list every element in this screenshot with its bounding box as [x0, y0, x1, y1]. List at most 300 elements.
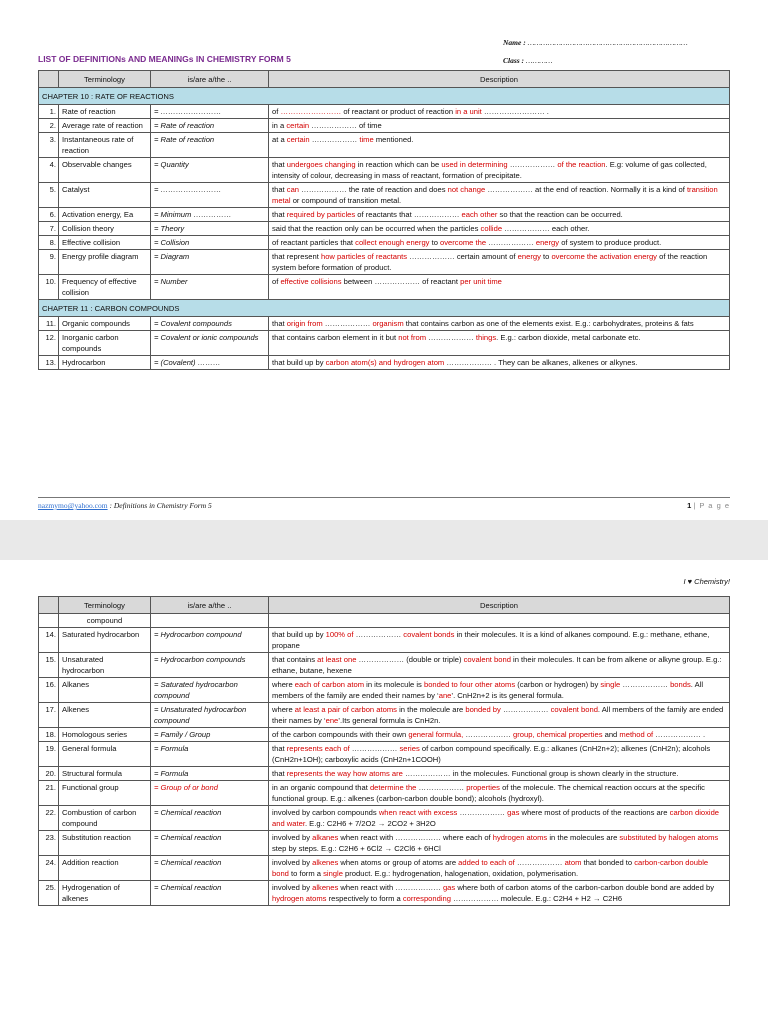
description-text: ………………	[416, 783, 467, 792]
is-cell: = Collision	[151, 236, 269, 250]
description-text: step by steps. E.g.: C2H6 + 6Cl2 → C2Cl6 + 6HCl	[272, 844, 441, 853]
table-row	[39, 133, 730, 158]
description-text: that	[272, 319, 287, 328]
keyword-text: things	[475, 333, 497, 342]
keyword-text: series	[399, 744, 420, 753]
definitions-table-page2	[38, 596, 730, 906]
row-number: 1.	[39, 105, 59, 119]
is-cell: = Unsaturated hydrocarbon compound	[151, 703, 269, 728]
description-text: that contains carbon as one of the elements exist. E.g.: carbohydrates, proteins & fats	[403, 319, 694, 328]
keyword-text: single	[600, 680, 621, 689]
row-number: 17.	[39, 703, 59, 728]
table-row	[39, 119, 730, 133]
keyword-text: group, chemical properties	[513, 730, 603, 739]
description-cell	[269, 653, 730, 678]
description-text: respectively to form a	[326, 894, 403, 903]
description-text: at a	[272, 135, 287, 144]
table-row	[39, 742, 730, 767]
description-text: product. E.g.: hydrogenation, halogenation, oxidation, polymerisation.	[342, 869, 579, 878]
description-text: in its molecule is	[364, 680, 424, 689]
keyword-text: per unit time	[460, 277, 502, 286]
term-cell: Functional group	[59, 781, 151, 806]
term-cell: Saturated hydrocarbon	[59, 628, 151, 653]
table-row	[39, 614, 730, 628]
keyword-text: at least a pair of carbon atoms	[294, 705, 397, 714]
term-cell: Rate of reaction	[59, 105, 151, 119]
description-cell	[269, 158, 730, 183]
row-number: 13.	[39, 356, 59, 370]
description-text: ……………… at the end of reaction. Normally it is a kind of	[485, 185, 687, 194]
table-row	[39, 856, 730, 881]
row-number: 12.	[39, 331, 59, 356]
description-cell	[269, 119, 730, 133]
description-text: and	[602, 730, 620, 739]
description-text: ’. CnH2n+2 is its general formula.	[451, 691, 564, 700]
term-cell: Effective collision	[59, 236, 151, 250]
description-text: of the reaction system before formation of product.	[272, 252, 708, 272]
description-cell	[269, 236, 730, 250]
is-cell: = Rate of reaction	[151, 119, 269, 133]
keyword-text: represents the way how atoms are	[286, 769, 403, 778]
description-text: ………………	[426, 333, 476, 342]
keyword-text: carbon atom(s) and hydrogen atom	[325, 358, 445, 367]
footer-left: nazmymo@yahoo.com : Definitions in Chemistry Form 5	[38, 501, 212, 510]
term-cell: Addition reaction	[59, 856, 151, 881]
keyword-text: each of carbon atom	[294, 680, 365, 689]
description-text: . E.g: volume of gas collected, intensity of colour, decreasing in mass of reactant, formation of precipitate.	[272, 160, 707, 180]
description-text: that contains carbon element in it but	[272, 333, 399, 342]
is-cell: = Chemical reaction	[151, 881, 269, 906]
description-cell	[269, 806, 730, 831]
description-cell	[269, 678, 730, 703]
email-link[interactable]: nazmymo@yahoo.com	[38, 501, 108, 510]
description-cell	[269, 133, 730, 158]
description-text: that	[272, 744, 287, 753]
keyword-text: determine the	[369, 783, 417, 792]
row-number: 15.	[39, 653, 59, 678]
keyword-text: of the reaction	[557, 160, 606, 169]
description-text: ……………… in the molecules. Functional group is shown clearly in the structure.	[402, 769, 679, 778]
description-cell	[269, 781, 730, 806]
keyword-text: effective collisions	[280, 277, 342, 286]
table-row	[39, 728, 730, 742]
row-number: 19.	[39, 742, 59, 767]
description-text: where	[272, 705, 295, 714]
row-number: 16.	[39, 678, 59, 703]
description-text: in reaction which can be	[355, 160, 442, 169]
description-text: to	[429, 238, 441, 247]
keyword-text: bonds	[670, 680, 691, 689]
description-cell	[269, 105, 730, 119]
chapter-title: CHAPTER 10 : RATE OF REACTIONS	[39, 88, 730, 105]
page-2	[0, 560, 768, 1024]
keyword-text: how particles of reactants	[320, 252, 408, 261]
description-text: that build up by	[272, 358, 326, 367]
table-row	[39, 208, 730, 222]
description-text: ……………… of time	[309, 121, 382, 130]
keyword-text: each other	[461, 210, 498, 219]
row-number: 9.	[39, 250, 59, 275]
description-text: that	[272, 769, 287, 778]
col-description: Description	[269, 71, 730, 88]
description-text: that bonded to	[581, 858, 635, 867]
description-text: ………………	[620, 680, 671, 689]
description-text: that build up by	[272, 630, 326, 639]
row-number: 4.	[39, 158, 59, 183]
table-row	[39, 105, 730, 119]
term-cell: Collision theory	[59, 222, 151, 236]
description-cell	[269, 628, 730, 653]
description-text: in the molecules are	[547, 833, 620, 842]
description-text: . E.g.: carbon dioxide, metal carbonate etc.	[496, 333, 641, 342]
description-text: in their molecules. It can be from alkene or alkyne group. E.g.: ethane, butane, hexene	[272, 655, 722, 675]
is-cell: = Hydrocarbon compounds	[151, 653, 269, 678]
table-row	[39, 881, 730, 906]
description-text: of reactant particles that	[272, 238, 356, 247]
term-cell: Structural formula	[59, 767, 151, 781]
description-text: between ……………… of reactant	[341, 277, 461, 286]
is-cell: = Family / Group	[151, 728, 269, 742]
keyword-text: covalent bond	[463, 655, 511, 664]
description-text: of system to produce product.	[559, 238, 662, 247]
is-cell: = Theory	[151, 222, 269, 236]
is-cell: = Hydrocarbon compound	[151, 628, 269, 653]
col-is: is/are a/the ..	[151, 71, 269, 88]
description-text: when react with ………………	[338, 883, 443, 892]
description-cell	[269, 317, 730, 331]
description-text: involved by	[272, 833, 313, 842]
row-number: 10.	[39, 275, 59, 300]
table-row	[39, 653, 730, 678]
description-text: involved by	[272, 858, 313, 867]
table-row	[39, 183, 730, 208]
description-cell	[269, 356, 730, 370]
keyword-text: 100% of	[325, 630, 354, 639]
description-text: that represent	[272, 252, 321, 261]
description-text: ……………… each other.	[502, 224, 590, 233]
description-text: ………………	[309, 135, 360, 144]
keyword-text: alkanes	[312, 833, 339, 842]
definitions-table-page1	[38, 70, 730, 370]
row-number: 20.	[39, 767, 59, 781]
is-cell: = ……………………	[151, 183, 269, 208]
name-field: Name : ………………………………………………………………	[503, 38, 688, 47]
keyword-text: transition metal	[272, 185, 718, 205]
table-row	[39, 158, 730, 183]
description-text: ……………………	[280, 107, 342, 116]
keyword-text: collide	[480, 224, 503, 233]
keyword-text: gas	[507, 808, 520, 817]
description-text: ……………… (double or triple)	[356, 655, 464, 664]
keyword-text: required by particles	[286, 210, 356, 219]
col-number	[39, 71, 59, 88]
keyword-text: represents each of	[286, 744, 350, 753]
keyword-text: hydrogen atoms	[492, 833, 548, 842]
term-cell: Instantaneous rate of reaction	[59, 133, 151, 158]
is-cell: = Chemical reaction	[151, 856, 269, 881]
col-terminology: Terminology	[59, 597, 151, 614]
description-text: in an organic compound that	[272, 783, 370, 792]
keyword-text: hydrogen atoms	[272, 894, 327, 903]
description-text: ……………… . They can be alkanes, alkenes or alkynes.	[444, 358, 638, 367]
is-cell: = (Covalent) ………	[151, 356, 269, 370]
keyword-text: properties	[466, 783, 500, 792]
description-text: of reactants that ………………	[355, 210, 462, 219]
term-cell: Energy profile diagram	[59, 250, 151, 275]
keyword-text: can	[286, 185, 300, 194]
is-cell: = Group of or bond	[151, 781, 269, 806]
document-title: LIST OF DEFINITIONs AND MEANINGs IN CHEMISTRY FORM 5	[38, 54, 291, 64]
description-text: ………………	[457, 808, 508, 817]
chapter-heading	[39, 300, 730, 317]
description-text: ……………… the rate of reaction and does	[299, 185, 448, 194]
description-text: ………………	[353, 630, 404, 639]
description-cell	[269, 856, 730, 881]
keyword-text: in a unit	[455, 107, 482, 116]
term-cell: compound	[59, 614, 151, 628]
description-text: ………………	[349, 744, 400, 753]
description-text: in a	[272, 121, 287, 130]
keyword-text: bonded by	[465, 705, 501, 714]
description-text: . E.g.: C2H6 + 7/2O2 → 2CO2 + 3H2O	[304, 819, 436, 828]
keyword-text: when react with excess	[378, 808, 458, 817]
term-cell: Frequency of effective collision	[59, 275, 151, 300]
is-cell: = Covalent compounds	[151, 317, 269, 331]
keyword-text: carbon-carbon double bond	[272, 858, 709, 878]
description-cell	[269, 331, 730, 356]
table-row	[39, 678, 730, 703]
keyword-text: single	[323, 869, 343, 878]
class-field: Class : …………	[503, 56, 553, 65]
is-cell: = ……………………	[151, 105, 269, 119]
keyword-text: overcome the activation energy	[551, 252, 657, 261]
is-cell: = Quantity	[151, 158, 269, 183]
keyword-text: not change	[447, 185, 486, 194]
description-text: that	[272, 210, 287, 219]
description-text: where most of products of the reactions are	[519, 808, 670, 817]
description-text: involved by carbon compounds	[272, 808, 379, 817]
description-text: that contains	[272, 655, 318, 664]
page2-header: I ♥ Chemistry!	[683, 577, 730, 586]
description-text: of reactant or product of reaction	[341, 107, 456, 116]
description-text: …………………… .	[481, 107, 549, 116]
row-number: 2.	[39, 119, 59, 133]
keyword-text: overcome the	[440, 238, 487, 247]
description-text: ………………	[500, 705, 551, 714]
description-text: (carbon or hydrogen) by	[515, 680, 601, 689]
description-text: so that the reaction can be occurred.	[497, 210, 623, 219]
row-number: 3.	[39, 133, 59, 158]
description-text: that	[272, 185, 287, 194]
description-cell	[269, 881, 730, 906]
col-description: Description	[269, 597, 730, 614]
description-cell	[269, 767, 730, 781]
term-cell: Unsaturated hydrocarbon	[59, 653, 151, 678]
row-number: 22.	[39, 806, 59, 831]
term-cell: Activation energy, Ea	[59, 208, 151, 222]
description-text: to	[540, 252, 552, 261]
keyword-text: time	[359, 135, 374, 144]
term-cell: Catalyst	[59, 183, 151, 208]
description-text: that	[272, 160, 287, 169]
is-cell: = Number	[151, 275, 269, 300]
table-row	[39, 831, 730, 856]
description-text: in the molecule are	[396, 705, 466, 714]
row-number: 21.	[39, 781, 59, 806]
row-number: 25.	[39, 881, 59, 906]
table-row	[39, 703, 730, 728]
description-text: of carbon compound specifically. E.g.: alkanes (CnH2n+2); alkenes (CnH2n); alcohols (CnH2n+1OH); carboxylic acids (CnH2n+1COOH)	[272, 744, 711, 764]
row-number: 6.	[39, 208, 59, 222]
description-cell	[269, 222, 730, 236]
description-text: involved by	[272, 883, 313, 892]
description-cell	[269, 742, 730, 767]
chapter-heading	[39, 88, 730, 105]
table-row	[39, 250, 730, 275]
table-row	[39, 628, 730, 653]
description-text: ………………	[507, 160, 558, 169]
keyword-text: used in determining	[441, 160, 508, 169]
description-cell	[269, 703, 730, 728]
col-number	[39, 597, 59, 614]
description-text: mentioned.	[373, 135, 414, 144]
description-text: where both of carbon atoms of the carbon-carbon double bond are added by	[455, 883, 714, 892]
keyword-text: covalent bonds	[403, 630, 455, 639]
keyword-text: covalent bond	[550, 705, 598, 714]
description-text: . All members of the family are ended their names by ‘	[272, 705, 724, 725]
col-terminology: Terminology	[59, 71, 151, 88]
keyword-text: added to each of	[458, 858, 515, 867]
table-row	[39, 236, 730, 250]
description-text: ………………	[514, 858, 565, 867]
keyword-text: alkenes	[312, 858, 339, 867]
keyword-text: collect enough energy	[355, 238, 430, 247]
description-text: in their molecules. It is a kind of alkanes compound. E.g.: methane, ethane, propane	[272, 630, 710, 650]
is-cell: = Chemical reaction	[151, 806, 269, 831]
term-cell: Alkanes	[59, 678, 151, 703]
term-cell: Organic compounds	[59, 317, 151, 331]
row-number: 5.	[39, 183, 59, 208]
description-text: ……………… molecule. E.g.: C2H4 + H2 → C2H6	[450, 894, 623, 903]
description-text: of the carbon compounds with their own	[272, 730, 409, 739]
keyword-text: gas	[442, 883, 456, 892]
table-row	[39, 222, 730, 236]
is-cell: = Rate of reaction	[151, 133, 269, 158]
table-row	[39, 806, 730, 831]
description-cell	[269, 275, 730, 300]
keyword-text: carbon dioxide and water	[272, 808, 720, 828]
table-row	[39, 781, 730, 806]
term-cell: Homologous series	[59, 728, 151, 742]
description-text: said that the reaction only can be occurred when the particles	[272, 224, 481, 233]
row-number: 11.	[39, 317, 59, 331]
description-text: of	[272, 107, 281, 116]
description-text: ……………… certain amount of	[407, 252, 518, 261]
description-text: of	[272, 277, 281, 286]
row-number: 24.	[39, 856, 59, 881]
keyword-text: atom	[564, 858, 582, 867]
description-text: ……………… .	[653, 730, 706, 739]
description-text: where	[272, 680, 295, 689]
description-text: when react with ……………… where each of	[338, 833, 493, 842]
description-cell	[269, 250, 730, 275]
row-number: 18.	[39, 728, 59, 742]
row-number: 23.	[39, 831, 59, 856]
description-text: when atoms or group of atoms are	[338, 858, 459, 867]
table-row	[39, 317, 730, 331]
keyword-text: not from	[398, 333, 427, 342]
page-number: 1 | P a g e	[687, 501, 730, 510]
keyword-text: substituted by halogen atoms	[619, 833, 719, 842]
chapter-title: CHAPTER 11 : CARBON COMPOUNDS	[39, 300, 730, 317]
description-cell	[269, 208, 730, 222]
description-text: ………………	[463, 730, 514, 739]
term-cell: Hydrogenation of alkenes	[59, 881, 151, 906]
description-cell	[269, 831, 730, 856]
keyword-text: energy	[517, 252, 541, 261]
table-row	[39, 356, 730, 370]
table-row	[39, 331, 730, 356]
is-cell: = Formula	[151, 742, 269, 767]
keyword-text: general formula,	[408, 730, 464, 739]
keyword-text: origin from	[286, 319, 323, 328]
is-cell: = Diagram	[151, 250, 269, 275]
keyword-text: method of	[619, 730, 654, 739]
keyword-text: certain	[286, 121, 310, 130]
description-text: of the molecule. The chemical reaction occurs at the specific functional group. E.g.: alkenes (carbon-carbon double bond); alcohols (hydroxyl).	[272, 783, 705, 803]
row-number: 14.	[39, 628, 59, 653]
keyword-text: certain	[286, 135, 310, 144]
keyword-text: alkenes	[312, 883, 339, 892]
keyword-text: undergoes changing	[286, 160, 356, 169]
table-row	[39, 767, 730, 781]
description-text: ’.Its general formula is CnH2n.	[338, 716, 441, 725]
row-number: 7.	[39, 222, 59, 236]
term-cell: Hydrocarbon	[59, 356, 151, 370]
term-cell: General formula	[59, 742, 151, 767]
description-cell	[269, 728, 730, 742]
keyword-text: corresponding	[402, 894, 451, 903]
term-cell: Inorganic carbon compounds	[59, 331, 151, 356]
keyword-text: at least one	[317, 655, 357, 664]
is-cell: = Minimum ……………	[151, 208, 269, 222]
keyword-text: organism	[372, 319, 404, 328]
term-cell: Average rate of reaction	[59, 119, 151, 133]
keyword-text: bonded to four other atoms	[423, 680, 516, 689]
term-cell: Observable changes	[59, 158, 151, 183]
description-text: or compound of transition metal.	[290, 196, 402, 205]
is-cell: = Chemical reaction	[151, 831, 269, 856]
row-number: 8.	[39, 236, 59, 250]
keyword-text: energy	[535, 238, 560, 247]
term-cell: Substitution reaction	[59, 831, 151, 856]
keyword-text: ane	[438, 691, 452, 700]
is-cell: = Covalent or ionic compounds	[151, 331, 269, 356]
description-text: ………………	[486, 238, 536, 247]
description-text: . All members of the family are ended their names by ‘	[272, 680, 704, 700]
is-cell: = Formula	[151, 767, 269, 781]
is-cell: = Saturated hydrocarbon compound	[151, 678, 269, 703]
keyword-text: ene	[325, 716, 339, 725]
col-is: is/are a/the ..	[151, 597, 269, 614]
term-cell: Combustion of carbon compound	[59, 806, 151, 831]
description-cell	[269, 183, 730, 208]
table-row	[39, 275, 730, 300]
description-text: ………………	[322, 319, 373, 328]
footer-divider	[38, 497, 730, 498]
term-cell: Alkenes	[59, 703, 151, 728]
description-text: to form a	[288, 869, 324, 878]
